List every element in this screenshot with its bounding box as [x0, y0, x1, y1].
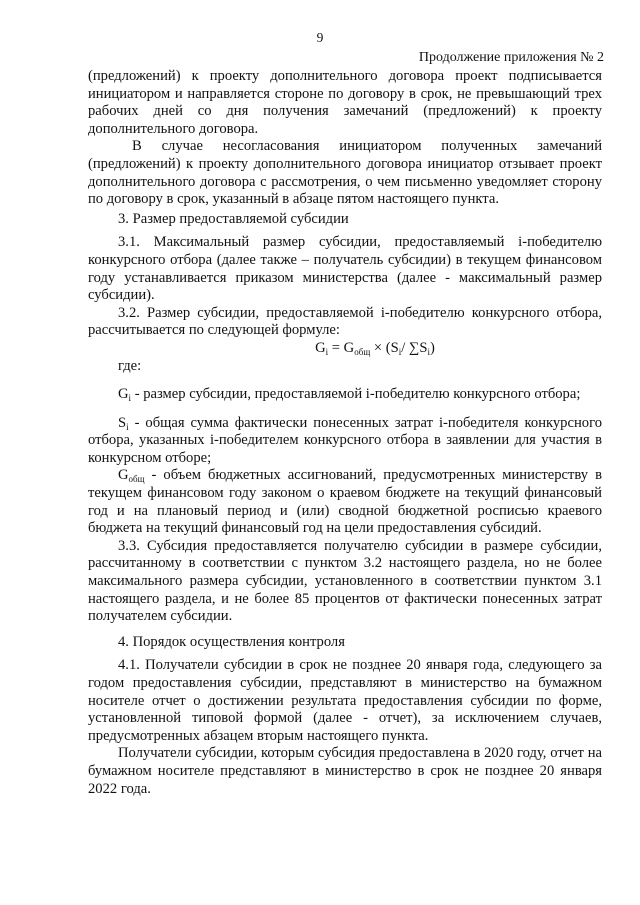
appendix-label: Продолжение приложения № 2: [418, 50, 604, 65]
definition-si: $S_i$ - общая сумма фактически понесенных затрат i-победителя конкурсного отбора, указанных i-победителем конкурсного отбора в заявлении для участия в конкурсном отборе;: [88, 414, 602, 466]
paragraph-4-1-second: Получатели субсидии, которым субсидия предоставлена в 2020 году, отчет на бумажном носителе представляют в министерство в срок не позднее 20 января 2022 года.: [88, 745, 602, 797]
paragraph-disagreement: В случае несогласования инициатором полученных замечаний (предложений) к проекту дополнительного договора инициатор отзывает проект дополнительного договора с рассмотрения, о чем письменно уведомляет сторону по договору в срок, указанный в абзаце пятом настоящего пункта.: [88, 138, 602, 208]
section-heading-4: 4. Порядок осуществления контроля: [118, 633, 345, 650]
formula: $G_i = G_{общ} \times (S_i/$ $\sum S_i$): [315, 339, 435, 357]
paragraph-3-3: 3.3. Субсидия предоставляется получателю субсидии в размере субсидии, рассчитанному в соответствии с пунктом 3.2 настоящего раздела, но не более максимального размера субсидии, установленного в соответствии пунктом 3.1 настоящего раздела, и не более 85 процентов от фактически понесенных затрат получателем субсидии.: [88, 537, 602, 625]
paragraph-4-1: 4.1. Получатели субсидии в срок не позднее 20 января года, следующего за годом предоставления субсидии, представляют в министерство на бумажном носителе отчет о достижении результата предоставления субсидии по форме, установленной типовой формой (далее - отчет), за исключением случаев, предусмотренных абзацем вторым настоящего пункта.: [88, 657, 602, 744]
paragraph-3-1: 3.1. Максимальный размер субсидии, предоставляемый i-победителю конкурсного отбора (далее также – получатель субсидии) в текущем финансовом году устанавливается приказом министерства (далее - максимальный размер субсидии).: [88, 234, 602, 304]
definition-gi: $G_i$ - размер субсидии, предоставляемой i-победителю конкурсного отбора;: [118, 386, 581, 404]
section-heading-3: 3. Размер предоставляемой субсидии: [118, 210, 349, 227]
definition-gobsh: $G_{общ}$ - объем бюджетных ассигнований, предусмотренных министерству в текущем финансовом году законом о краевом бюджете на текущий финансовый год и на плановый период и (или) сводной бюджетной росписью краевого бюджета на текущий финансовый год на цели предоставления субсидий.: [88, 467, 602, 537]
paragraph-continuation: (предложений) к проекту дополнительного договора проект подписывается инициатором и направляется стороне по договору в срок, не превышающий трех рабочих дней со дня получения замечаний (предложений) к проекту дополнительного договора.: [88, 68, 602, 137]
document-body: [88, 68, 602, 798]
page-number: 9: [316, 30, 324, 45]
where-label: где:: [118, 357, 142, 374]
paragraph-3-2: 3.2. Размер субсидии, предоставляемой i-победителю конкурсного отбора, рассчитывается по следующей формуле:: [88, 304, 602, 339]
